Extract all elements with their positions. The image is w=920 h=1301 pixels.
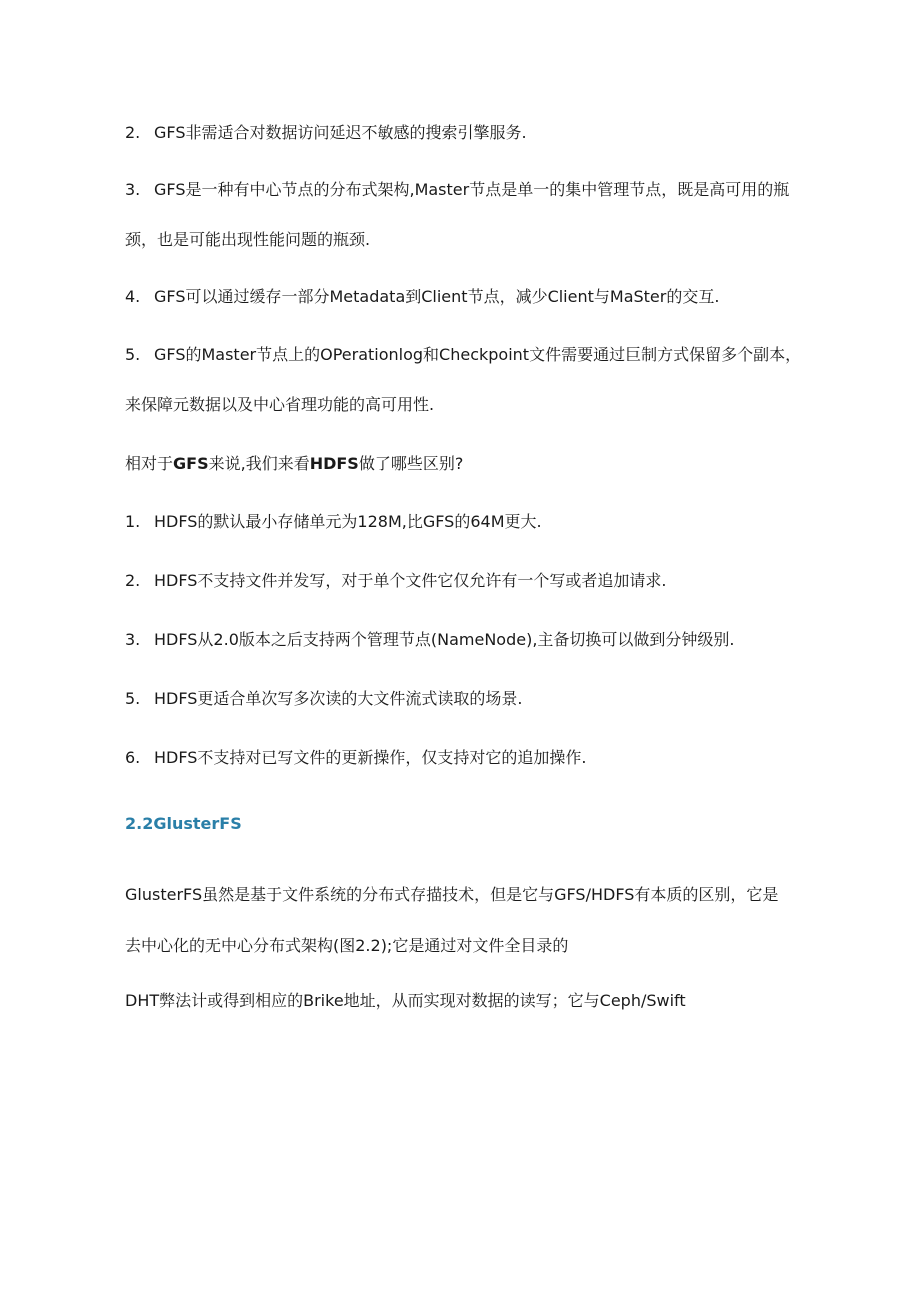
list-number: 3. [125, 630, 141, 649]
list-text: GFS可以通过缓存一部分Metadata到Client节点，减少Client与MaSter的交互. [154, 287, 720, 306]
hdfs-item-3 [125, 629, 830, 651]
hdfs-item-6 [125, 747, 830, 769]
paragraph-text: GlusterFS虽然是基于文件系统的分布式存描技术，但是它与GFS/HDFS有本质的区别，它是 [125, 885, 779, 904]
section-paragraph-line-2 [125, 935, 830, 957]
list-number: 3. [125, 180, 141, 199]
gfs-item-3 [125, 179, 830, 201]
question-bold-hdfs: HDFS [309, 454, 359, 473]
list-number: 1. [125, 512, 141, 531]
list-text: HDFS不支持对已写文件的更新操作，仅支持对它的追加操作. [154, 748, 587, 767]
list-text: GFS的Master节点上的OPerationlog和Checkpoint文件需要通过巨制方式保留多个副本， [154, 345, 802, 364]
list-text: GFS是一种有中心节点的分布式架构,Master节点是单一的集中管理节点，既是高可用的瓶 [154, 180, 790, 199]
hdfs-item-2 [125, 570, 830, 592]
gfs-item-5-continuation [125, 394, 830, 416]
gfs-item-3-continuation [125, 229, 830, 251]
question-text: 做了哪些区别? [358, 454, 464, 473]
paragraph-text: DHT弊法计或得到相应的Brike地址，从而实现对数据的读写；它与Ceph/Swift [125, 991, 686, 1010]
question-text: 相对于 [125, 454, 174, 473]
section-paragraph-line-1 [125, 884, 830, 906]
section-heading: 2.2GlusterFS [125, 814, 242, 833]
list-text: 来保障元数据以及中心省理功能的高可用性. [125, 395, 435, 414]
list-text: HDFS从2.0版本之后支持两个管理节点(NameNode),主备切换可以做到分钟级别. [154, 630, 735, 649]
list-text: HDFS不支持文件并发写，对于单个文件它仅允许有一个写或者追加请求. [154, 571, 667, 590]
list-text: GFS非需适合对数据访问延迟不敏感的搜索引擎服务. [154, 123, 527, 142]
list-text: HDFS更适合单次写多次读的大文件流式读取的场景. [154, 689, 523, 708]
hdfs-item-1 [125, 511, 830, 533]
list-text: 颈，也是可能出现性能问题的瓶颈. [125, 230, 371, 249]
section-paragraph-line-3 [125, 990, 830, 1012]
list-number: 5. [125, 345, 141, 364]
list-number: 4. [125, 287, 141, 306]
gfs-item-5 [125, 344, 830, 366]
hdfs-item-5 [125, 688, 830, 710]
question-bold-gfs: GFS [173, 454, 209, 473]
paragraph-text: 去中心化的无中心分布式架构(图2.2);它是通过对文件全目录的 [125, 936, 569, 955]
gfs-item-4 [125, 286, 830, 308]
gfs-item-2 [125, 122, 830, 144]
list-number: 2. [125, 571, 141, 590]
question-text: 来说,我们来看 [208, 454, 310, 473]
list-number: 2. [125, 123, 141, 142]
compare-question [125, 453, 830, 475]
list-number: 5. [125, 689, 141, 708]
list-number: 6. [125, 748, 141, 767]
list-text: HDFS的默认最小存储单元为128M,比GFS的64M更大. [154, 512, 542, 531]
